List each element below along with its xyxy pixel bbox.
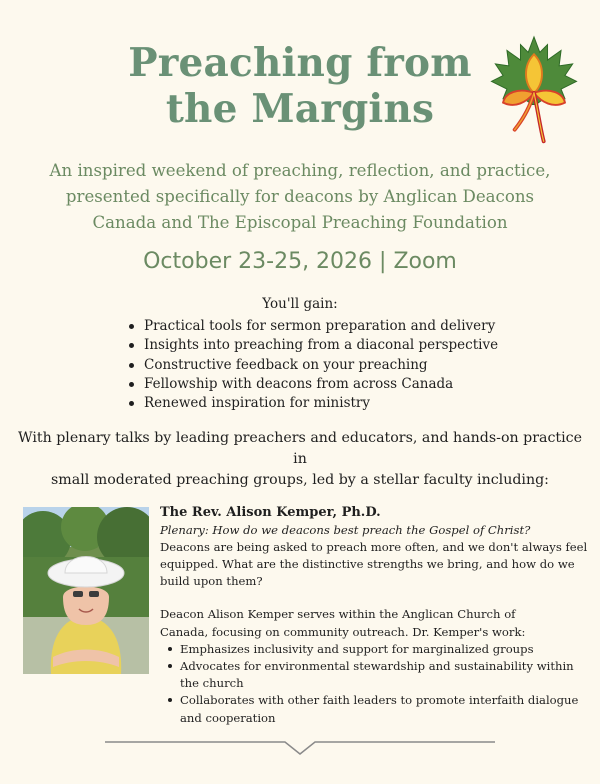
description-line-2: presented specifically for deacons by Anglican Deacons	[65, 187, 535, 206]
list-item	[180, 658, 590, 692]
speaker-profile	[160, 504, 590, 727]
speaker-name: The Rev. Alison Kemper, Ph.D.	[160, 505, 381, 520]
faculty-intro-line-2: small moderated preaching groups, led by a stellar faculty including:	[51, 472, 549, 488]
speaker-description-line-3: build upon them?	[160, 574, 263, 589]
list-item-line: Advocates for environmental stewardship and sustainability within	[180, 658, 574, 673]
speaker-description-line-2: equipped. What are the distinctive strengths we bring, and how do we	[160, 556, 575, 571]
speaker-bio-line-1: Deacon Alison Kemper serves within the Anglican Church of	[160, 607, 516, 622]
list-item: Insights into preaching from a diaconal perspective	[128, 336, 498, 355]
list-item-line: and cooperation	[180, 710, 276, 725]
plenary-title: Plenary: How do we deacons best preach the Gospel of Christ?	[160, 522, 531, 537]
list-item	[180, 692, 590, 726]
faculty-intro	[10, 428, 590, 491]
speaker-bio-line-2: Canada, focusing on community outreach. Dr. Kemper's work:	[160, 624, 526, 639]
list-item: Constructive feedback on your preaching	[128, 356, 498, 375]
event-description	[30, 158, 570, 236]
list-item: Practical tools for sermon preparation and delivery	[128, 317, 498, 336]
title-line-1: Preaching from	[128, 40, 472, 86]
speaker-bio	[160, 606, 590, 640]
gains-heading: You'll gain:	[262, 296, 338, 312]
gains-list	[128, 317, 498, 413]
title-line-2: the Margins	[165, 86, 435, 132]
speaker-work-list	[160, 641, 590, 727]
event-date: October 23-25, 2026 | Zoom	[143, 249, 457, 274]
list-item-line: Collaborates with other faith leaders to promote interfaith dialogue	[180, 693, 579, 708]
list-item	[180, 641, 590, 658]
description-line-3: Canada and The Episcopal Preaching Foundation	[92, 213, 508, 232]
list-item: Renewed inspiration for ministry	[128, 394, 498, 413]
speaker-photo	[23, 507, 149, 674]
speaker-description-line-1: Deacons are being asked to preach more often, and we don't always feel	[160, 539, 588, 554]
maple-leaf-icon	[476, 33, 592, 149]
speaker-description	[160, 539, 590, 591]
list-item-line: the church	[180, 676, 244, 691]
list-item: Fellowship with deacons from across Canada	[128, 375, 498, 394]
description-line-1: An inspired weekend of preaching, reflection, and practice,	[49, 161, 551, 180]
list-item-line: Emphasizes inclusivity and support for marginalized groups	[180, 641, 534, 656]
chevron-divider	[105, 736, 495, 756]
faculty-intro-line-1: With plenary talks by leading preachers and educators, and hands-on practice in	[18, 430, 582, 467]
